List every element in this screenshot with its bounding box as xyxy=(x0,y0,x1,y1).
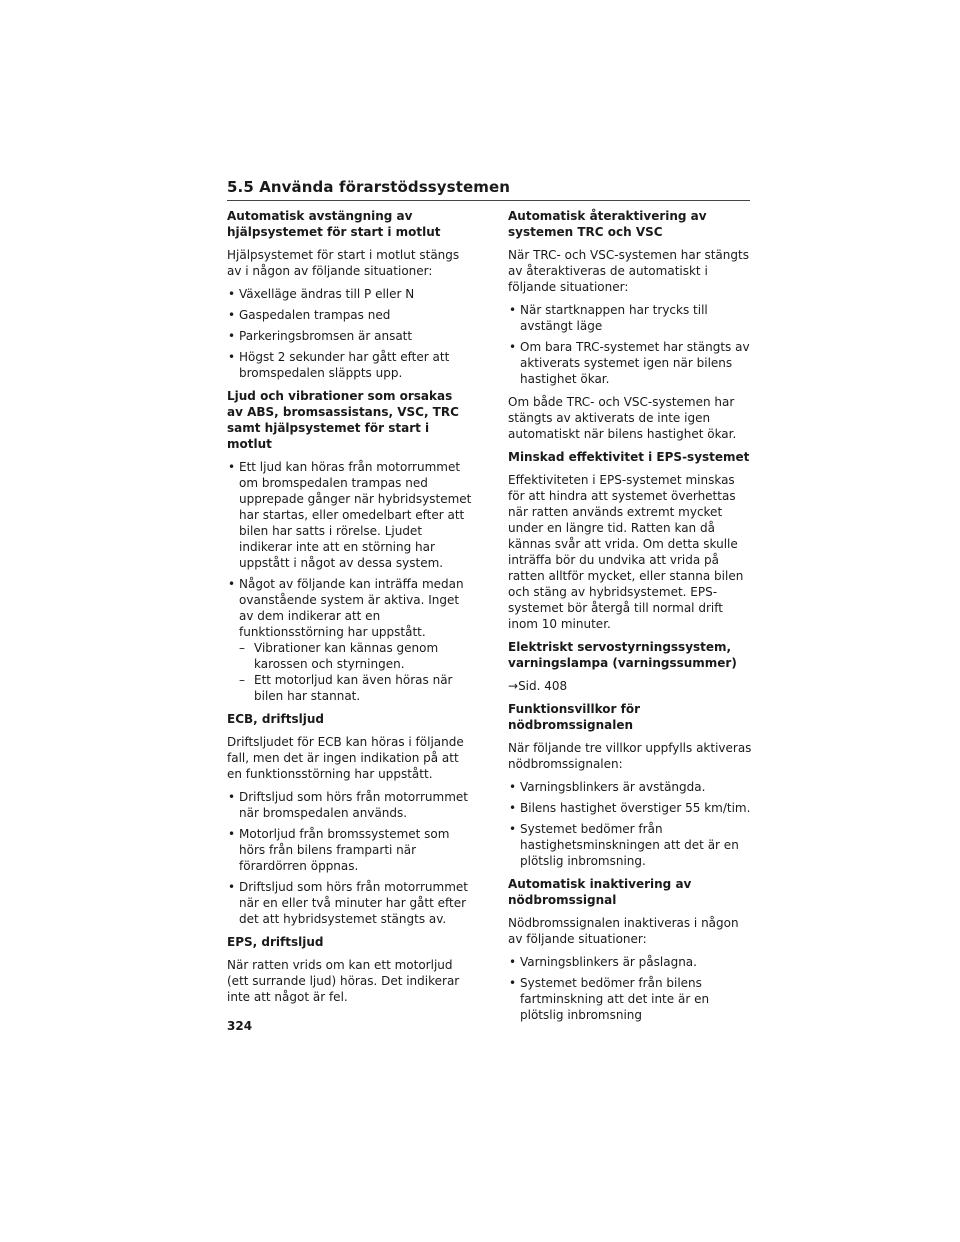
list-item: • Om bara TRC-systemet har stängts av aktiverats systemet igen när bilens hastighet ökar. xyxy=(509,340,750,386)
dash-icon: – xyxy=(239,673,245,687)
section-title: 5.5 Använda förarstödssystemen xyxy=(227,178,511,196)
paragraph: Nödbromssignalen inaktiveras i någon av följande situationer: xyxy=(508,916,739,946)
heading-ecb-sound: ECB, driftsljud xyxy=(227,712,324,726)
paragraph: När ratten vrids om kan ett motorljud (ett surrande ljud) höras. Det indikerar inte att något är fel. xyxy=(227,958,460,1004)
list-item: • När startknappen har trycks till avstängt läge xyxy=(509,303,708,333)
arrow-right-icon: → xyxy=(508,679,519,693)
bullet-icon: • xyxy=(228,329,236,343)
heading-eps-sound: EPS, driftsljud xyxy=(227,935,324,949)
heading-emergency-brake-conditions: Funktionsvillkor för nödbromssignalen xyxy=(508,702,640,732)
dash-icon: – xyxy=(239,641,245,655)
list-item: • Systemet bedömer från bilens fartminskning att det inte är en plötslig inbromsning xyxy=(509,976,710,1022)
heading-eps-reduced: Minskad effektivitet i EPS-systemet xyxy=(508,450,750,464)
list-item: • Motorljud från bromssystemet som hörs från bilens framparti när förardörren öppnas. xyxy=(228,827,450,873)
list-item: • Bilens hastighet överstiger 55 km/tim. xyxy=(509,801,751,815)
bullet-icon: • xyxy=(228,790,236,804)
page-reference-label: Sid. 408 xyxy=(518,679,568,693)
bullet-icon: • xyxy=(228,350,236,364)
section-divider xyxy=(227,200,750,201)
paragraph: Om både TRC- och VSC-systemen har stängts av aktiverats de inte igen automatiskt när bilens hastighet ökar. xyxy=(508,395,737,441)
bullet-list xyxy=(508,779,753,869)
bullet-icon: • xyxy=(228,827,236,841)
left-column xyxy=(227,208,472,1012)
list-item: • Parkeringsbromsen är ansatt xyxy=(228,329,413,343)
bullet-list xyxy=(227,789,472,927)
list-item: • Varningsblinkers är avstängda. xyxy=(509,780,706,794)
bullet-icon: • xyxy=(509,340,517,354)
bullet-icon: • xyxy=(228,880,236,894)
bullet-icon: • xyxy=(228,577,236,591)
paragraph: Driftsljudet för ECB kan höras i följande fall, men det är ingen indikation på att en funktionsstörning har uppstått. xyxy=(227,735,464,781)
heading-eps-warning: Elektriskt servostyrningssystem, varningslampa (varningssummer) xyxy=(508,640,737,670)
sub-list-item: – Ett motorljud kan även höras när bilen har stannat. xyxy=(239,673,453,703)
sub-list-item: – Vibrationer kan kännas genom karossen och styrningen. xyxy=(239,641,439,671)
bullet-icon: • xyxy=(228,308,236,322)
page-reference[interactable] xyxy=(508,678,753,694)
list-item: • Högst 2 sekunder har gått efter att bromspedalen släppts upp. xyxy=(228,350,450,380)
paragraph: När TRC- och VSC-systemen har stängts av återaktiveras de automatiskt i följande situationer: xyxy=(508,248,749,294)
right-column xyxy=(508,208,753,1030)
sub-list xyxy=(239,640,472,704)
bullet-icon: • xyxy=(509,801,517,815)
bullet-list xyxy=(227,286,472,381)
bullet-icon: • xyxy=(509,780,517,794)
page-number: 324 xyxy=(227,1019,253,1033)
list-item: • Driftsljud som hörs från motorrummet när en eller två minuter har gått efter det att hybridsystemet stängts av. xyxy=(228,880,468,926)
heading-trc-vsc-reactivation: Automatisk återaktivering av systemen TRC och VSC xyxy=(508,209,707,239)
bullet-icon: • xyxy=(509,822,517,836)
heading-hill-start-auto-off: Automatisk avstängning av hjälpsystemet för start i motlut xyxy=(227,209,441,239)
heading-emergency-brake-deactivation: Automatisk inaktivering av nödbromssignal xyxy=(508,877,692,907)
list-item: • Driftsljud som hörs från motorrummet när bromspedalen används. xyxy=(228,790,468,820)
bullet-icon: • xyxy=(509,303,517,317)
bullet-icon: • xyxy=(509,955,517,969)
bullet-icon: • xyxy=(509,976,517,990)
bullet-list xyxy=(508,954,753,1023)
bullet-list xyxy=(508,302,753,387)
list-item: • Växelläge ändras till P eller N xyxy=(228,287,415,301)
list-item: • Gaspedalen trampas ned xyxy=(228,308,391,322)
paragraph: Effektiviteten i EPS-systemet minskas för att hindra att systemet överhettas när ratten används extremt mycket under en längre tid. Ratten kan då kännas svår att vrida. Om detta skulle inträffa bör du undvika att vrida på ratten alltför mycket, eller stanna bilen och stäng av hybridsystemet. EPS-systemet bör återgå till normal drift inom 10 minuter. xyxy=(508,473,744,631)
bullet-icon: • xyxy=(228,287,236,301)
paragraph: Hjälpsystemet för start i motlut stängs av i någon av följande situationer: xyxy=(227,248,460,278)
paragraph: När följande tre villkor uppfylls aktiveras nödbromssignalen: xyxy=(508,741,752,771)
heading-sounds-vibrations: Ljud och vibrationer som orsakas av ABS, bromsassistans, VSC, TRC samt hjälpsystemet för start i motlut xyxy=(227,389,459,451)
list-item: • Varningsblinkers är påslagna. xyxy=(509,955,697,969)
list-item: • Ett ljud kan höras från motorrummet om bromspedalen trampas ned upprepade gånger när hybridsystemet har startas, eller omedelbart efter att bilen har satts i rörelse. Ljudet indikerar inte att en störning har uppstått i något av dessa system. xyxy=(228,460,472,570)
list-item: • Något av följande kan inträffa medan ovanstående system är aktiva. Inget av dem indikerar att en funktionsstörning har uppstått. – Vibrationer kan kännas genom karossen och styrningen. – Ett motorljud kan även höras när bilen har stannat. xyxy=(227,576,472,704)
list-item: • Systemet bedömer från hastighetsminskningen att det är en plötslig inbromsning. xyxy=(509,822,739,868)
bullet-list xyxy=(227,459,472,704)
bullet-icon: • xyxy=(228,460,236,474)
